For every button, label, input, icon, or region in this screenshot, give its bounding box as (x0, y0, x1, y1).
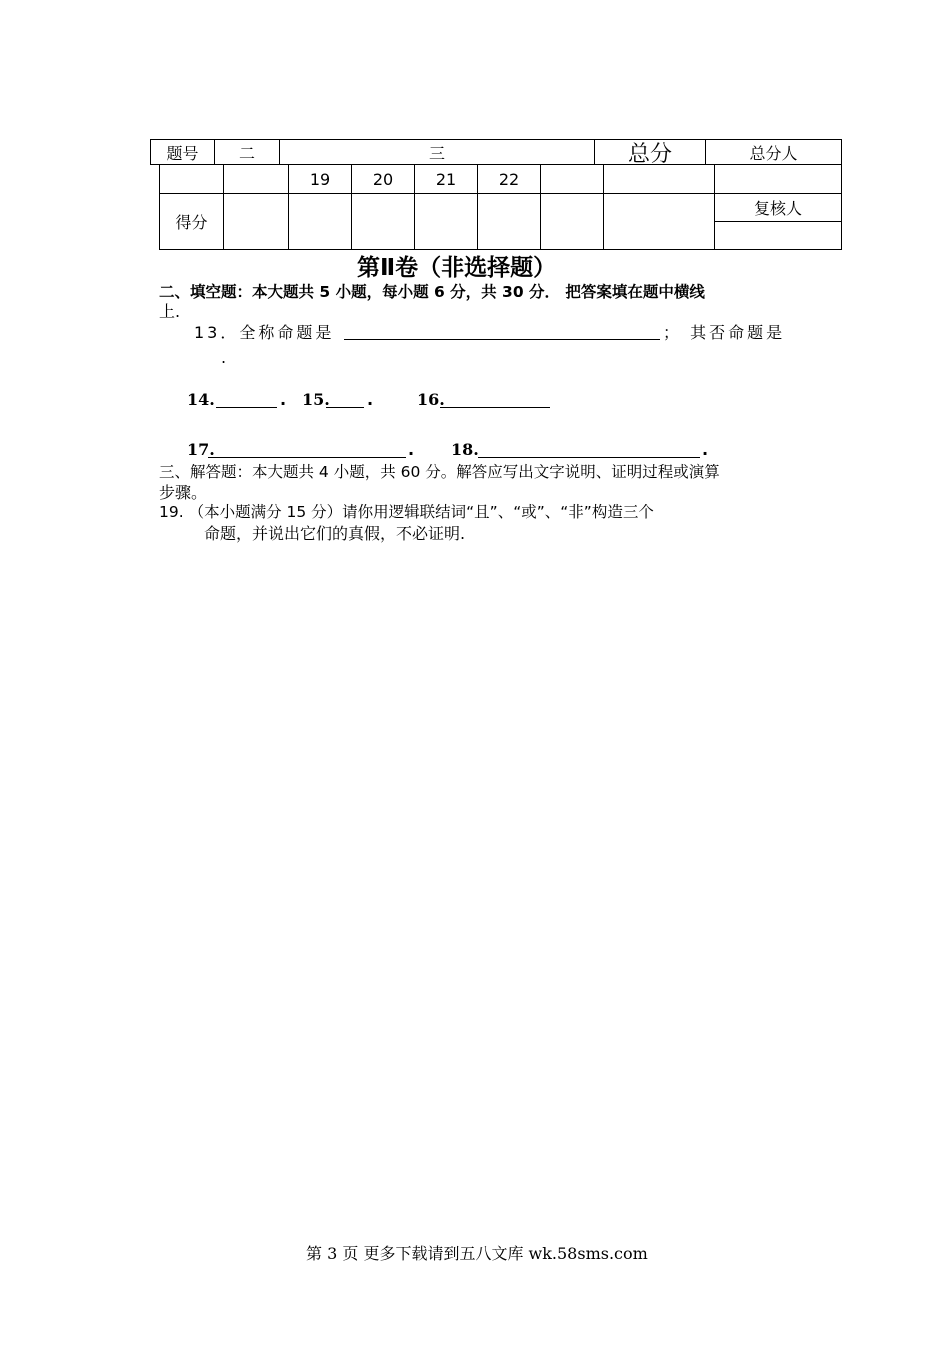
q19-line1: 19. （本小题满分 15 分）请你用逻辑联结词“且”、“或”、“非”构造三个 (159, 503, 654, 521)
table-cell-empty (540, 164, 604, 194)
table-cell-header-label: 题号 (150, 139, 215, 165)
q13-end-mark: . (221, 348, 227, 367)
table-cell-empty (351, 193, 415, 250)
q17-period: . (408, 440, 415, 459)
q13-answer-blank[interactable] (344, 338, 660, 340)
q17-answer-blank[interactable] (208, 456, 406, 458)
table-cell-q22: 22 (477, 164, 541, 194)
fill-section-heading-line2: 上. (159, 302, 181, 321)
q15-label: 15. (302, 390, 330, 409)
q13-label: 13．全称命题是 (194, 323, 335, 342)
table-cell-empty (603, 193, 715, 250)
table-cell-q20: 20 (351, 164, 415, 194)
table-cell-total-score: 总分 (594, 139, 706, 165)
table-cell-total-scorer: 总分人 (705, 139, 842, 165)
q14-period: . (280, 390, 287, 409)
table-cell-empty (223, 193, 289, 250)
fill-section-heading-line1: 二、填空题：本大题共 5 小题，每小题 6 分，共 30 分． 把答案填在题中横线 (159, 283, 705, 301)
table-cell-score-label: 得分 (159, 193, 224, 250)
q19-line2: 命题，并说出它们的真假，不必证明. (204, 524, 466, 543)
q16-answer-blank[interactable] (440, 406, 550, 408)
q13-negation-label: ； 其否命题是 (663, 323, 786, 342)
table-cell-empty (603, 164, 715, 194)
table-cell-reviewer: 复核人 (714, 193, 842, 222)
table-cell-q21: 21 (414, 164, 478, 194)
q18-answer-blank[interactable] (478, 456, 700, 458)
table-cell-q19: 19 (288, 164, 352, 194)
answer-section-heading-line2: 步骤。 (159, 483, 208, 502)
q14-answer-blank[interactable] (216, 406, 277, 408)
q18-label: 18. (451, 440, 479, 459)
q17-label: 17. (187, 440, 215, 459)
table-cell-empty (223, 164, 289, 194)
table-cell-section-three: 三 (279, 139, 595, 165)
table-cell-empty (477, 193, 541, 250)
answer-section-heading-line1: 三、解答题：本大题共 4 小题，共 60 分。解答应写出文字说明、证明过程或演算 (159, 463, 720, 481)
table-cell-empty (414, 193, 478, 250)
table-cell-empty (159, 164, 224, 194)
table-cell-empty (714, 164, 842, 194)
page-footer: 第 3 页 更多下载请到五八文库 wk.58sms.com (306, 1244, 648, 1263)
table-cell-empty (540, 193, 604, 250)
table-cell-empty (714, 221, 842, 250)
table-cell-section-two: 二 (214, 139, 280, 165)
q14-label: 14. (187, 390, 215, 409)
q18-period: . (702, 440, 709, 459)
q15-answer-blank[interactable] (326, 406, 364, 408)
part-title: 第Ⅱ卷（非选择题） (357, 255, 557, 281)
table-cell-empty (288, 193, 352, 250)
q16-label: 16. (417, 390, 445, 409)
q15-period: . (367, 390, 374, 409)
